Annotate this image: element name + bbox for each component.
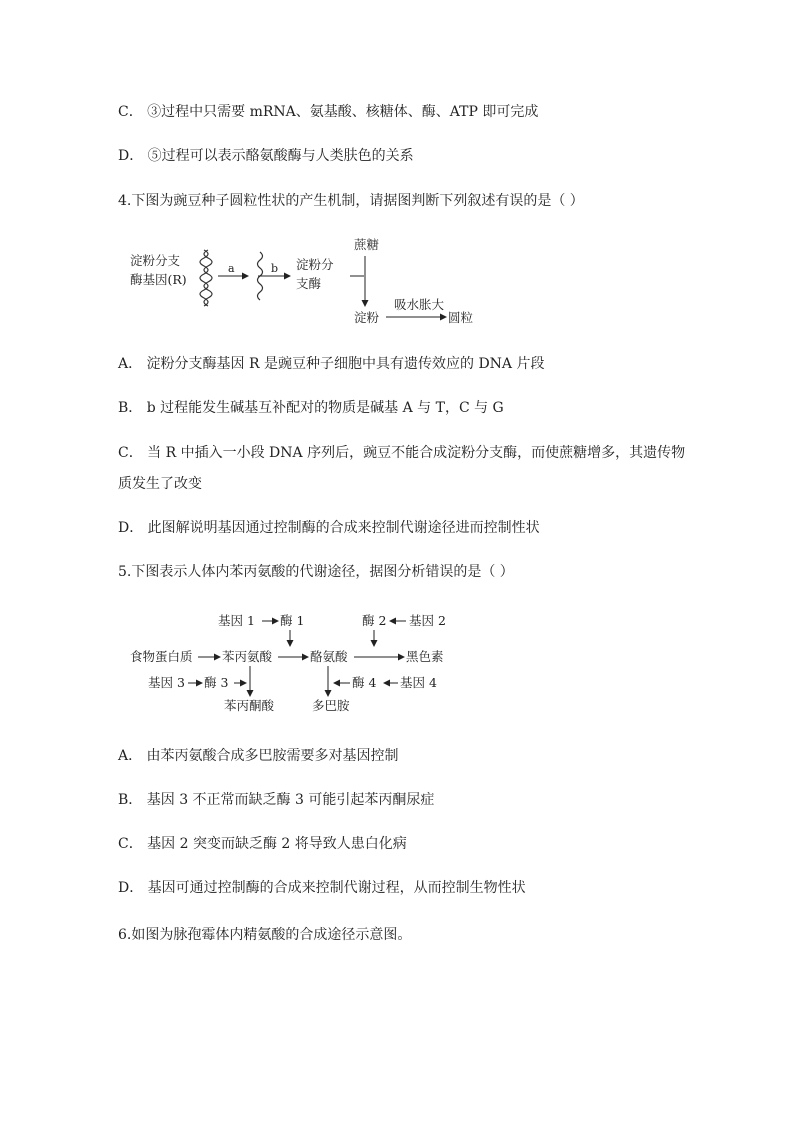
q4-option-d: D． 此图解说明基因通过控制酶的合成来控制代谢途径进而控制性状 [118, 520, 540, 536]
enzyme2-label: 酶 2 [362, 613, 387, 628]
q4-diagram [118, 232, 488, 330]
q5-option-d: D． 基因可通过控制酶的合成来控制代谢过程，从而控制生物性状 [118, 880, 526, 896]
swell-label: 吸水胀大 [394, 297, 445, 312]
gene4-label: 基因 4 [400, 675, 437, 690]
food-protein-label: 食物蛋白质 [130, 649, 193, 664]
dna-double-helix [200, 250, 212, 306]
phenylpyruvate-label: 苯丙酮酸 [224, 698, 275, 713]
enzyme-label-line1: 淀粉分 [296, 257, 334, 272]
gene1-label: 基因 1 [218, 613, 255, 628]
melanin-label: 黑色素 [406, 649, 444, 664]
enzyme3-label: 酶 3 [204, 675, 229, 690]
dopamine-label: 多巴胺 [312, 698, 350, 713]
q6-stem: 6.如图为脉孢霉体内精氨酸的合成途径示意图。 [118, 927, 412, 943]
q4-stem: 4.下图为豌豆种子圆粒性状的产生机制，请据图判断下列叙述有误的是（ ） [118, 193, 584, 209]
label-b: b [271, 262, 279, 275]
tyr-label: 酪氨酸 [310, 649, 348, 664]
q3-option-c: C． ③过程中只需要 mRNA、氨基酸、核糖体、酶、ATP 即可完成 [118, 104, 539, 120]
q5-option-b: B． 基因 3 不正常而缺乏酶 3 可能引起苯丙酮尿症 [118, 792, 435, 808]
round-label: 圆粒 [448, 310, 474, 325]
q5-option-c: C． 基因 2 突变而缺乏酶 2 将导致人患白化病 [118, 836, 407, 852]
q3-option-d: D． ⑤过程可以表示酪氨酸酶与人类肤色的关系 [118, 148, 414, 164]
q5-stem: 5.下图表示人体内苯丙氨酸的代谢途径，据图分析错误的是（ ） [118, 564, 514, 580]
q4-option-c-line2: 质发生了改变 [118, 476, 202, 492]
q5-option-a: A． 由苯丙氨酸合成多巴胺需要多对基因控制 [118, 748, 399, 764]
starch-label: 淀粉 [354, 310, 380, 325]
q5-diagram [118, 604, 478, 716]
enzyme-label-line2: 支酶 [296, 276, 322, 291]
q4-option-c-line1: C． 当 R 中插入一小段 DNA 序列后，豌豆不能合成淀粉分支酶，而使蔗糖增多，其遗传物 [118, 445, 686, 461]
q4-option-a: A． 淀粉分支酶基因 R 是豌豆种子细胞中具有遗传效应的 DNA 片段 [118, 356, 545, 372]
gene-label-line1: 淀粉分支 [130, 253, 181, 268]
q4-option-b: B． b 过程能发生碱基互补配对的物质是碱基 A 与 T，C 与 G [118, 400, 504, 416]
phe-label: 苯丙氨酸 [222, 649, 273, 664]
label-a: a [228, 262, 235, 275]
enzyme1-label: 酶 1 [280, 613, 305, 628]
enzyme4-label: 酶 4 [352, 675, 377, 690]
sucrose-label: 蔗糖 [354, 237, 380, 252]
gene2-label: 基因 2 [409, 613, 446, 628]
gene-label-line2: 酶基因(R) [130, 272, 187, 287]
gene3-label: 基因 3 [148, 675, 185, 690]
